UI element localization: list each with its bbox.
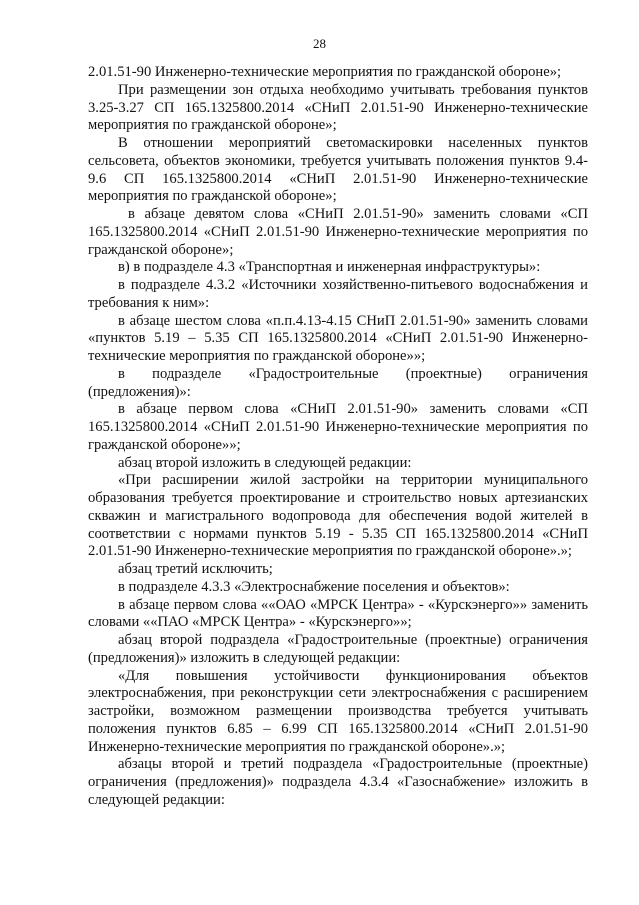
paragraph: При размещении зон отдыха необходимо учитывать требования пунктов 3.25-3.27 СП 165.1325800.2014 «СНиП 2.01.51-90 Инженерно-технические мероприятия по гражданской обороне»;: [88, 81, 588, 134]
paragraph: абзац второй подраздела «Градостроительные (проектные) ограничения (предложения)» изложить в следующей редакции:: [88, 632, 588, 666]
paragraph: абзац третий исключить;: [118, 561, 273, 577]
quoted-paragraph: «Для повышения устойчивости функционирования объектов электроснабжения, при реконструкции сети электроснабжения с расширением застройки, возможном размещении производства требуется учитывать положения пунктов 6.85 – 6.99 СП 165.1325800.2014 «СНиП 2.01.51-90 Инженерно-технические мероприятия по гражданской обороне».»;: [88, 667, 588, 755]
paragraph: В отношении мероприятий светомаскировки населенных пунктов сельсовета, объектов экономики, требуется учитывать положения пунктов 9.4-9.6 СП 165.1325800.2014 «СНиП 2.01.51-90 Инженерно-технические мероприятия по гражданской обороне»;: [88, 135, 588, 205]
paragraph: 2.01.51-90 Инженерно-технические мероприятия по гражданской обороне»;: [88, 64, 562, 80]
paragraph: в подразделе 4.3.3 «Электроснабжение поселения и объектов»:: [118, 578, 510, 595]
paragraph: абзац второй изложить в следующей редакции:: [118, 454, 412, 471]
paragraph: в абзаце первом слова «СНиП 2.01.51-90» заменить словами «СП 165.1325800.2014 «СНиП 2.01.51-90 Инженерно-технические мероприятия по гражданской обороне»»;: [88, 401, 588, 453]
paragraph: в подразделе 4.3.2 «Источники хозяйственно-питьевого водоснабжения и требования к ним»:: [88, 277, 588, 311]
page-number: 28: [313, 36, 326, 51]
quoted-paragraph: «При расширении жилой застройки на территории муниципального образования требуется проектирование и строительство новых артезианских скважин и магистрального водопровода для обеспечения водой жителей в соответствии с нормами пунктов 5.19 - 5.35 СП 165.1325800.2014 «СНиП 2.01.51-90 Инженерно-технические мероприятия по гражданской обороне».»;: [88, 472, 588, 560]
paragraph: абзацы второй и третий подраздела «Градостроительные (проектные) ограничения (предложения)» подраздела 4.3.4 «Газоснабжение» изложить в следующей редакции:: [88, 756, 588, 808]
paragraph: в абзаце шестом слова «п.п.4.13-4.15 СНиП 2.01.51-90» заменить словами «пунктов 5.19 – 5.35 СП 165.1325800.2014 «СНиП 2.01.51-90 Инженерно-технические мероприятия по гражданской обороне»»;: [88, 312, 588, 364]
paragraph: в подразделе «Градостроительные (проектные) ограничения (предложения)»:: [88, 365, 588, 400]
paragraph: в абзаце девятом слова «СНиП 2.01.51-90» заменить словами «СП 165.1325800.2014 «СНиП 2.01.51-90 Инженерно-технические мероприятия по гражданской обороне»;: [88, 206, 588, 258]
paragraph: в абзаце первом слова ««ОАО «МРСК Центра» - «Курскэнерго»» заменить словами ««ПАО «МРСК Центра» - «Курскэнерго»»;: [88, 596, 588, 631]
document-body: [88, 64, 588, 810]
paragraph: в) в подразделе 4.3 «Транспортная и инженерная инфраструктуры»:: [118, 259, 541, 276]
